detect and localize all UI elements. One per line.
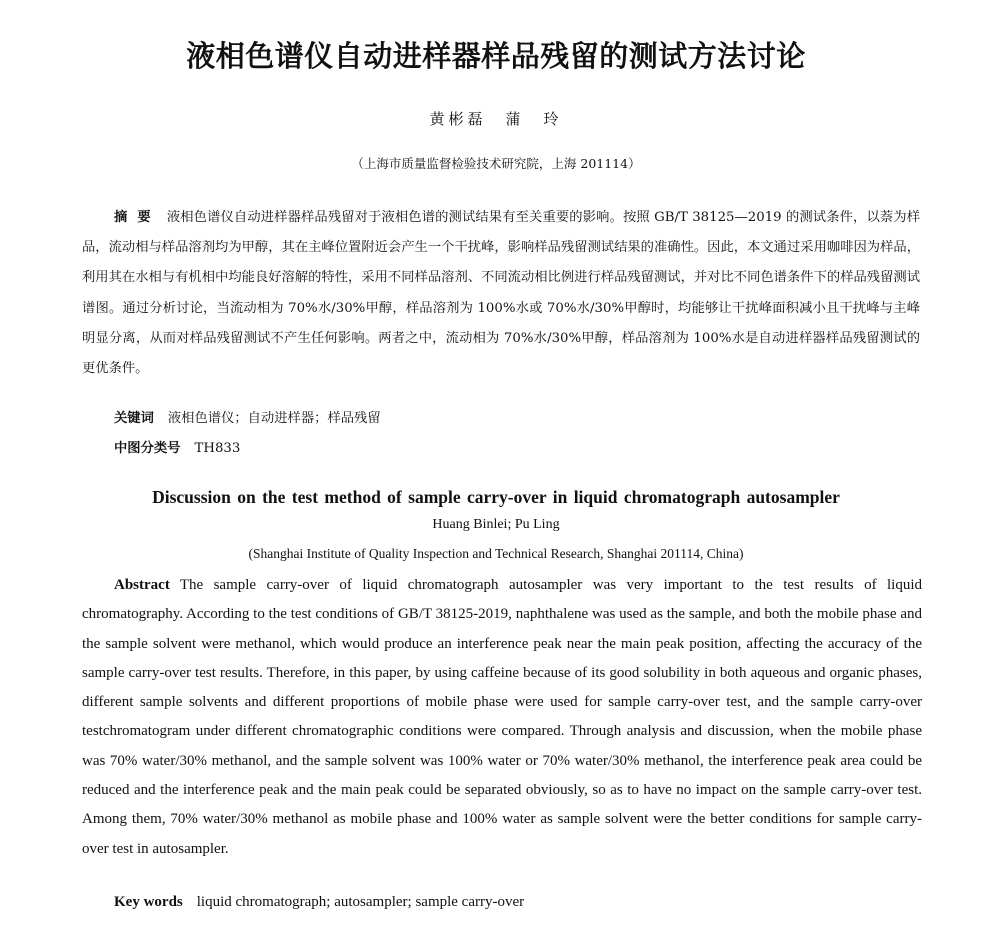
chinese-keywords-label: 关键词: [114, 411, 154, 426]
chinese-keywords-text: 液相色谱仪；自动进样器；样品残留: [167, 411, 381, 426]
english-affiliation: (Shanghai Institute of Quality Inspection and Technical Research, Shanghai 201114, China): [248, 546, 744, 561]
english-abstract: [82, 571, 922, 864]
chinese-abstract-text: 液相色谱仪自动进样器样品残留对于液相色谱的测试结果有至关重要的影响。按照 GB/T 38125—2019 的测试条件，以萘为样品，流动相与样品溶剂均为甲醇，其在主峰位置附近会产生一个干扰峰，影响样品残留测试结果的准确性。因此，本文通过采用咖啡因为样品，利用其在水相与有机相中均能良好溶解的特性，采用不同样品溶剂、不同流动相比例进行样品残留测试，并对比不同色谱条件下的样品残留测试谱图。通过分析讨论，当流动相为 70%水/30%甲醇，样品溶剂为 100%水或 70%水/30%甲醇时，均能够让干扰峰面积减小且干扰峰与主峰明显分离，从而对样品残留测试不产生任何影响。两者之中，流动相为 70%水/30%甲醇，样品溶剂为 100%水是自动进样器样品残留测试的更优条件。: [82, 210, 921, 377]
chinese-abstract-label: 摘要: [114, 210, 161, 225]
chinese-affiliation: （上海市质量监督检验技术研究院，上海 201114）: [351, 156, 641, 171]
english-title: Discussion on the test method of sample carry-over in liquid chromatograph autosampler: [152, 487, 840, 507]
chinese-keywords: [114, 407, 381, 426]
clc-label: 中图分类号: [114, 441, 181, 456]
english-abstract-text: The sample carry-over of liquid chromatograph autosampler was very important to the test results of liquid chromatography. According to the test conditions of GB/T 38125-2019, naphthalene was used as the sample, and both the mobile phase and the sample solvent were methanol, which would produce an interference peak near the main peak position, affecting the accuracy of the sample carry-over test results. Therefore, in this paper, by using caffeine because of its good solubility in both aqueous and organic phases, different sample solvents and different proportions of mobile phase were used for sample carry-over test, and the sample carry-over testchromatogram under different chromatographic conditions were compared. Through analysis and discussion, when the mobile phase was 70% water/30% methanol, and the sample solvent was 100% water or 70% water/30% methanol, the interference peak area could be reduced and the interference peak and the main peak could be separated obviously, so as to have no impact on the sample carry-over test. Among them, 70% water/30% methanol as mobile phase and 100% water as sample solvent were the better conditions for sample carry-over test in autosampler.: [82, 577, 922, 857]
clc-value: TH833: [194, 441, 241, 456]
english-abstract-label: Abstract: [114, 577, 170, 593]
english-keywords-label: Key words: [114, 894, 183, 910]
chinese-abstract: [82, 203, 920, 384]
chinese-title: 液相色谱仪自动进样器样品残留的测试方法讨论: [186, 39, 806, 73]
chinese-clc-number: [114, 437, 240, 456]
english-keywords-text: liquid chromatograph; autosampler; sample carry-over: [196, 894, 525, 910]
english-keywords: [114, 894, 524, 911]
chinese-authors: 黄彬磊 蒲 玲: [429, 110, 563, 128]
english-authors: Huang Binlei; Pu Ling: [432, 517, 560, 532]
